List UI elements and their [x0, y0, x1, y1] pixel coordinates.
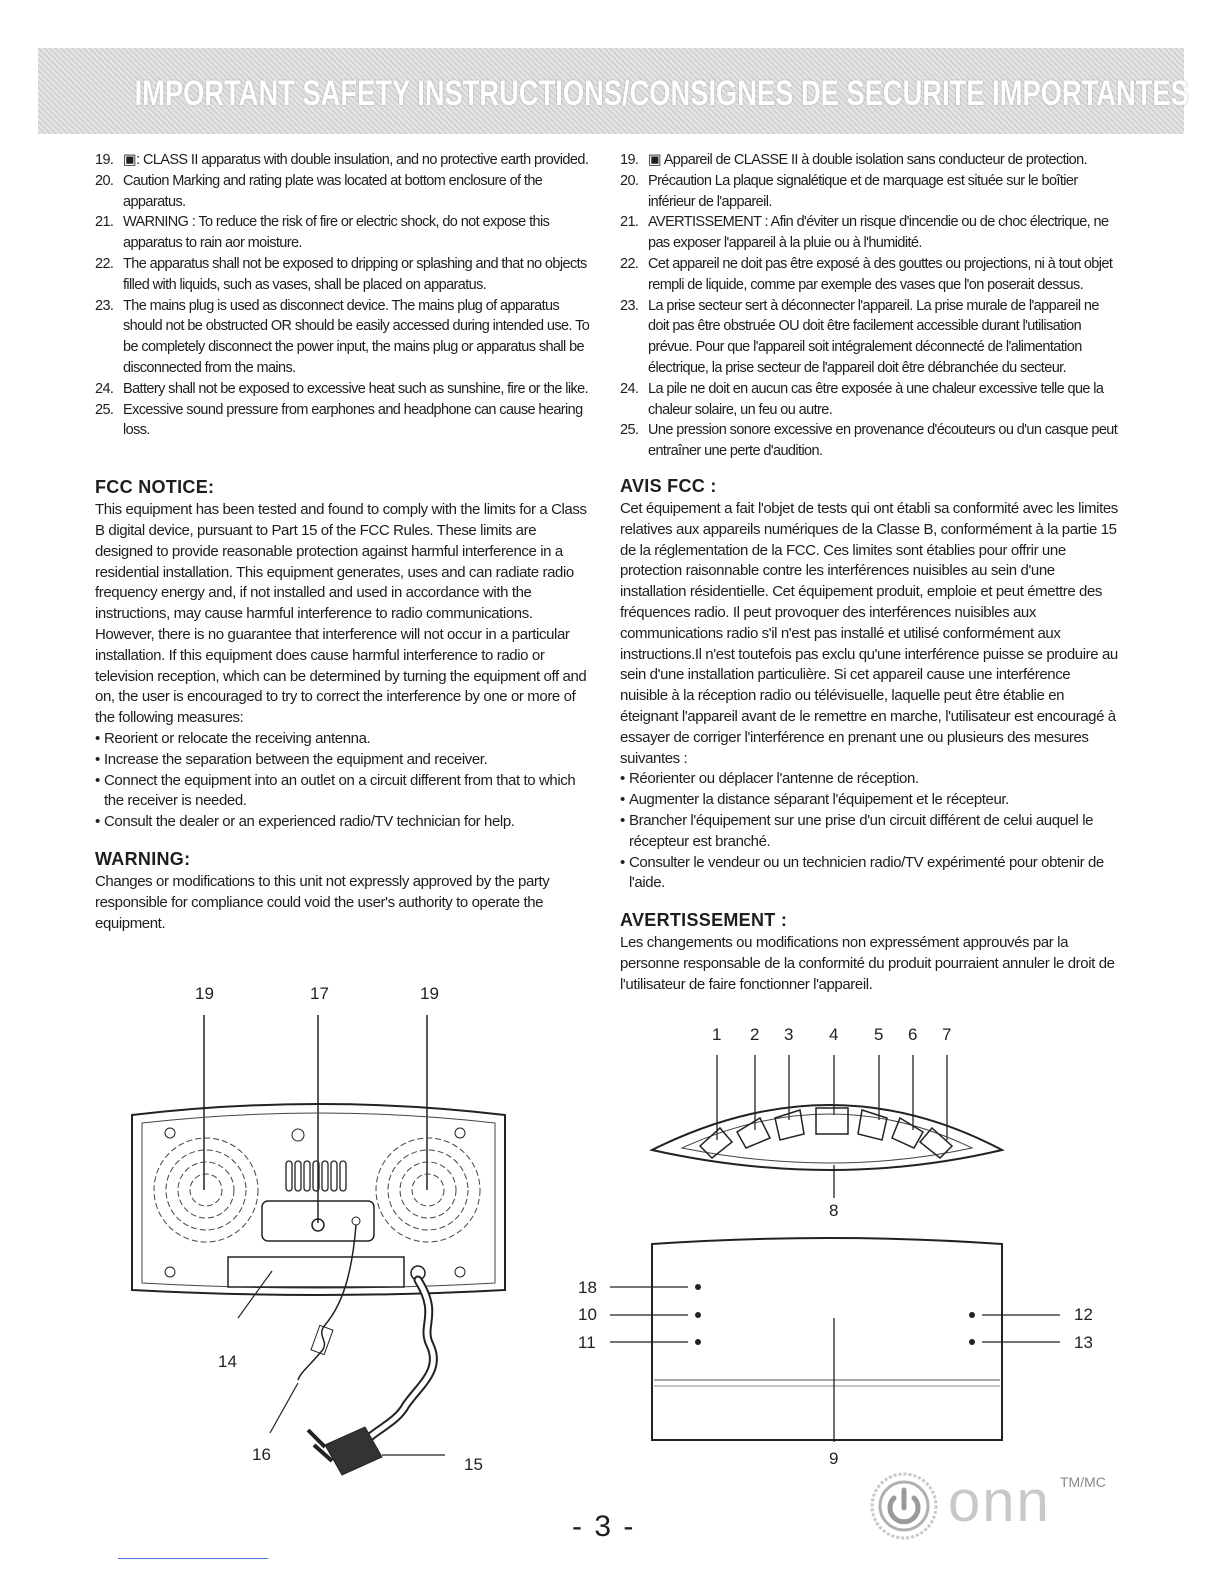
warning-heading-en: WARNING: [95, 848, 191, 869]
callout-17: 17 [310, 984, 329, 1003]
button-2 [737, 1118, 770, 1148]
rear-view-drawing [120, 975, 520, 1495]
callout-5: 5 [874, 1025, 884, 1044]
callout-15: 15 [464, 1455, 483, 1474]
safety-list-en [95, 150, 595, 441]
list-item: 20. Précaution La plaque signalétique et de marquage est située sur le boîtier inférieur de l'appareil. [620, 172, 1078, 210]
page-title: IMPORTANT SAFETY INSTRUCTIONS/CONSIGNES DE SECURITE IMPORTANTES [134, 74, 1189, 113]
screw-icon [292, 1129, 304, 1141]
list-item: 22. Cet appareil ne doit pas être exposé à des gouttes ou projections, ni à tout objet rempli de liquide, comme par exemple des vases que l'on poserait dessus. [620, 255, 1113, 293]
callout-14: 14 [218, 1352, 237, 1371]
list-item: 24. Battery shall not be exposed to excessive heat such as sunshine, fire or the like. [95, 380, 589, 397]
screw-icon [455, 1267, 465, 1277]
english-column [95, 150, 595, 934]
brand-logo: onn [948, 1469, 1051, 1534]
indicator-dot [969, 1312, 975, 1318]
fcc-text-en: This equipment has been tested and found to comply with the limits for a Class B digital device, pursuant to Part 15 of the FCC Rules. These limits are designed to provide reasonable protection against harmful interference in a residential installation. This equipment generates, uses and can radiate radio frequency energy and, if not installed and used in accordance with the instructions, may cause harmful interference to radio communications. However, there is no guarantee that interference will not occur in a particular installation. If this equipment does cause harmful interference to radio or television reception, which can be determined by turning the equipment off and on, the user is encouraged to try to correct the interference by one or more of the following measures: [95, 501, 587, 727]
warning-text-en: Changes or modifications to this unit not expressly approved by the party responsible for compliance could void the user's authority to operate the equipment. [95, 872, 550, 932]
list-item: 19. ▣: CLASS II apparatus with double insulation, and no protective earth provided. [95, 152, 589, 168]
list-item: 22. The apparatus shall not be exposed to dripping or splashing and that no objects filled with liquids, such as vases, shall be placed on apparatus. [95, 255, 587, 293]
battery-cover [228, 1257, 404, 1287]
front-view-diagram [572, 1020, 1092, 1477]
list-item: 25. Excessive sound pressure from earphones and headphone can cause hearing loss. [95, 401, 583, 439]
fcc-bullet: • Brancher l'équipement sur une prise d'un circuit différent de celui auquel le récepteur est branché. [620, 811, 1120, 853]
indicator-dot [695, 1284, 701, 1290]
callout-9: 9 [829, 1449, 839, 1468]
callout-4: 4 [829, 1025, 839, 1044]
antenna-terminal-icon [352, 1217, 360, 1225]
fcc-bullet: • Increase the separation between the equipment and receiver. [95, 750, 595, 771]
list-item: 20. Caution Marking and rating plate was located at bottom enclosure of the apparatus. [95, 172, 543, 210]
button-5 [858, 1110, 887, 1140]
list-item: 21. AVERTISSEMENT : Afin d'éviter un risque d'incendie ou de choc électrique, ne pas exposer l'appareil à la pluie ou à l'humidité. [620, 214, 1109, 252]
callout-8: 8 [829, 1201, 839, 1220]
fcc-bullet: • Réorienter ou déplacer l'antenne de réception. [620, 769, 1120, 790]
callout-10: 10 [578, 1305, 597, 1324]
callout-18: 18 [578, 1278, 597, 1297]
warning-text-fr: Les changements ou modifications non expressément approuvés par la personne responsable de la conformité du produit pourraient annuler le droit de l'utilisateur de faire fonctionner l'appareil. [620, 934, 1115, 993]
leader-lines-top [717, 1055, 947, 1140]
safety-list-fr [620, 150, 1120, 462]
callout-16: 16 [252, 1445, 271, 1464]
callout-1: 1 [712, 1025, 722, 1044]
power-logo-icon [868, 1470, 940, 1547]
fcc-bullet: • Reorient or relocate the receiving antenna. [95, 729, 595, 750]
screw-icon [455, 1128, 465, 1138]
fcc-bullet: • Augmenter la distance séparant l'équipement et le récepteur. [620, 790, 1120, 811]
callout-12: 12 [1074, 1305, 1092, 1324]
rear-view-diagram [120, 975, 520, 1500]
trademark-mark: TM/MC [1060, 1474, 1106, 1490]
screw-icon [165, 1267, 175, 1277]
fcc-bullet: • Consulter le vendeur ou un technicien radio/TV expérimenté pour obtenir de l'aide. [620, 853, 1120, 895]
list-item: 24. La pile ne doit en aucun cas être exposée à une chaleur excessive telle que la chaleur solaire, un feu ou autre. [620, 380, 1104, 418]
page-number: - 3 - [572, 1510, 636, 1543]
speaker-grille-left [154, 1138, 258, 1242]
list-item: 23. La prise secteur sert à déconnecter l'appareil. La prise murale de l'appareil ne doit pas être obstruée OU doit être facilement accessible durant l'utilisation prévue. Pour que l'appareil soit intégralement déconnecté de l'alimentation électrique, la prise secteur de l'appareil doit être débranchée du secteur. [620, 297, 1099, 376]
screw-icon [165, 1128, 175, 1138]
indicator-dot [695, 1312, 701, 1318]
fcc-bullet: • Connect the equipment into an outlet on a circuit different from that to which the receiver is needed. [95, 771, 595, 813]
callout-13: 13 [1074, 1333, 1092, 1352]
antenna-wire [298, 1225, 356, 1380]
button-6 [892, 1118, 923, 1148]
indicator-dot [969, 1339, 975, 1345]
scan-mark [118, 1558, 268, 1559]
warning-heading-fr: AVERTISSEMENT : [620, 910, 788, 931]
front-view-drawing [572, 1020, 1092, 1472]
fcc-heading-en: FCC NOTICE: [95, 477, 215, 498]
fcc-bullet: • Consult the dealer or an experienced radio/TV technician for help. [95, 812, 595, 833]
french-column [620, 150, 1120, 995]
speaker-grille-right [376, 1138, 480, 1242]
callout-19-right: 19 [420, 984, 439, 1003]
button-4 [816, 1108, 848, 1134]
callout-2: 2 [750, 1025, 760, 1044]
list-item: 23. The mains plug is used as disconnect device. The mains plug of apparatus should not be obstructed OR should be easily accessed during intended use. To be completely disconnect the power input, the mains plug or apparatus shall be disconnected from the mains. [95, 297, 590, 376]
indicator-dot [695, 1339, 701, 1345]
radio-front-casing [652, 1238, 1002, 1440]
leader-line [270, 1383, 298, 1433]
callout-11: 11 [578, 1333, 596, 1352]
vent-slots [286, 1161, 346, 1191]
callout-19-left: 19 [195, 984, 214, 1003]
fcc-heading-fr: AVIS FCC : [620, 475, 717, 496]
list-item: 25. Une pression sonore excessive en provenance d'écouteurs ou d'un casque peut entraîner une perte d'audition. [620, 422, 1118, 460]
leader-lines-side [610, 1287, 1060, 1342]
list-item: 21. WARNING : To reduce the risk of fire or electric shock, do not expose this apparatus to rain aor moisture. [95, 214, 550, 252]
list-item: 19. ▣ Appareil de CLASSE II à double isolation sans conducteur de protection. [620, 152, 1088, 168]
button-1 [700, 1128, 732, 1158]
callout-7: 7 [942, 1025, 952, 1044]
callout-6: 6 [908, 1025, 918, 1044]
fcc-text-fr: Cet équipement a fait l'objet de tests qui ont établi sa conformité avec les limites relatives aux appareils numériques de la Classe B, conformément à la partie 15 de la réglementation de la FCC. Ces limites sont établies pour offrir une protection raisonnable contre les interférences nuisibles au sein d'une installation résidentielle. Cet équipement produit, emploie et peut émettre des fréquences radio. Il peut provoquer des interférences nuisibles aux communications radio s'il n'est pas installé et utilisé conformément aux instructions.Il n'est toutefois pas exclu qu'une interférence puisse se produire au sein d'une installation particulière. Si cet appareil cause une interférence nuisible à la réception radio ou télévisuelle, laquelle peut être établie en éteignant l'appareil avant de le remettre en marche, l'utilisateur est encouragé à essayer de corriger l'interférence en prenant une ou plusieurs des mesures suivantes : [620, 499, 1118, 767]
callout-3: 3 [784, 1025, 794, 1044]
